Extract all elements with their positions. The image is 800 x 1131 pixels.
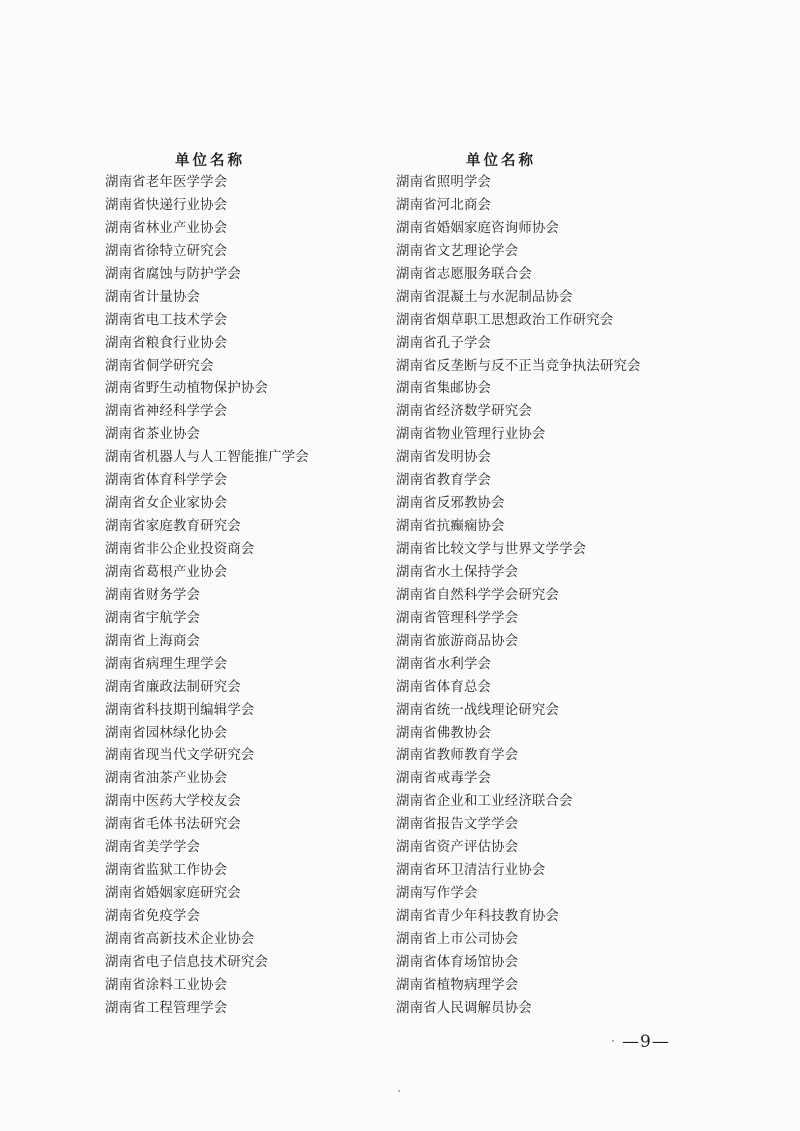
list-item: 湖南中医药大学校友会 bbox=[105, 794, 241, 810]
list-item: 湖南省毛体书法研究会 bbox=[105, 817, 241, 833]
list-item: 湖南省宇航学会 bbox=[105, 610, 201, 626]
left-column bbox=[105, 150, 375, 1021]
list-item: 湖南省反垄断与反不正当竞争执法研究会 bbox=[396, 358, 641, 374]
list-item: 湖南省统一战线理论研究会 bbox=[396, 702, 560, 718]
list-item: 湖南省植物病理学会 bbox=[396, 977, 519, 993]
list-item: 湖南省非公企业投资商会 bbox=[105, 542, 255, 557]
list-item: 湖南省孔子学会 bbox=[396, 335, 492, 351]
list-item: 湖南省佛教协会 bbox=[396, 725, 492, 741]
list-item: 湖南省婚姻家庭研究会 bbox=[105, 886, 241, 902]
list-item: 湖南省神经科学学会 bbox=[105, 404, 228, 420]
page-number: —9— bbox=[622, 1032, 670, 1052]
list-item: 湖南省现当代文学研究会 bbox=[105, 748, 255, 764]
list-item: 湖南省青少年科技教育协会 bbox=[396, 909, 560, 924]
list-item: 湖南省河北商会 bbox=[396, 197, 492, 213]
list-item: 湖南省腐蚀与防护学会 bbox=[105, 266, 241, 282]
list-item: 湖南省戒毒学会 bbox=[396, 771, 492, 787]
list-item: 湖南省水土保持学会 bbox=[396, 564, 519, 580]
list-item: 湖南省上市公司协会 bbox=[396, 931, 519, 947]
list-item: 湖南省老年医学学会 bbox=[105, 175, 228, 190]
list-item: 湖南省资产评估协会 bbox=[396, 840, 519, 856]
list-item: 湖南省教师教育学会 bbox=[396, 748, 519, 764]
list-item: 湖南省侗学研究会 bbox=[105, 358, 214, 374]
list-item: 湖南省上海商会 bbox=[105, 633, 201, 649]
list-item: 湖南省经济数学研究会 bbox=[396, 404, 532, 420]
list-item: 湖南省照明学会 bbox=[396, 175, 492, 190]
list-item: 湖南省企业和工业经济联合会 bbox=[396, 794, 573, 810]
list-item: 湖南省园林绿化协会 bbox=[105, 725, 228, 741]
list-item: 湖南省教育学会 bbox=[396, 473, 492, 489]
list-item: 湖南省体育总会 bbox=[396, 679, 492, 695]
list-item: 湖南省水利学会 bbox=[396, 656, 492, 672]
scan-speck bbox=[612, 1040, 614, 1042]
list-item: 湖南省报告文学学会 bbox=[396, 817, 519, 833]
list-item: 湖南省高新技术企业协会 bbox=[105, 931, 255, 947]
list-item: 湖南省快递行业协会 bbox=[105, 197, 228, 213]
list-item: 湖南省抗癫痫协会 bbox=[396, 519, 505, 535]
list-item: 湖南省葛根产业协会 bbox=[105, 564, 228, 580]
list-item: 湖南省科技期刊编辑学会 bbox=[105, 702, 255, 718]
list-item: 湖南省体育科学学会 bbox=[105, 473, 228, 489]
list-item: 湖南省病理生理学会 bbox=[105, 656, 228, 672]
list-item: 湖南省婚姻家庭咨询师协会 bbox=[396, 220, 560, 236]
list-item: 湖南省比较文学与世界文学学会 bbox=[396, 542, 587, 557]
list-item: 湖南写作学会 bbox=[396, 886, 478, 902]
list-item: 湖南省免疫学会 bbox=[105, 909, 201, 924]
list-item: 湖南省旅游商品协会 bbox=[396, 633, 519, 649]
list-item: 湖南省人民调解员协会 bbox=[396, 1000, 532, 1016]
list-item: 湖南省美学学会 bbox=[105, 840, 201, 856]
list-item: 湖南省廉政法制研究会 bbox=[105, 679, 241, 695]
list-item: 湖南省粮食行业协会 bbox=[105, 335, 228, 351]
right-column-header: 单位名称 bbox=[466, 152, 536, 169]
list-item: 湖南省监狱工作协会 bbox=[105, 863, 228, 879]
list-item: 湖南省财务学会 bbox=[105, 587, 201, 603]
list-item: 湖南省体育场馆协会 bbox=[396, 954, 519, 970]
list-item: 湖南省集邮协会 bbox=[396, 381, 492, 397]
right-column bbox=[396, 150, 726, 1021]
list-item: 湖南省野生动植物保护协会 bbox=[105, 381, 269, 397]
list-item: 湖南省油茶产业协会 bbox=[105, 771, 228, 787]
list-item: 湖南省混凝土与水泥制品协会 bbox=[396, 289, 573, 305]
list-item: 湖南省徐特立研究会 bbox=[105, 243, 228, 259]
list-item: 湖南省发明协会 bbox=[396, 450, 492, 466]
list-item: 湖南省家庭教育研究会 bbox=[105, 519, 241, 535]
list-item: 湖南省工程管理学会 bbox=[105, 1000, 228, 1016]
list-item: 湖南省林业产业协会 bbox=[105, 220, 228, 236]
list-item: 湖南省反邪教协会 bbox=[396, 496, 505, 512]
list-item: 湖南省物业管理行业协会 bbox=[396, 427, 546, 443]
list-item: 湖南省烟草职工思想政治工作研究会 bbox=[396, 312, 614, 328]
list-item: 湖南省管理科学学会 bbox=[396, 610, 519, 626]
left-organization-list bbox=[105, 172, 375, 1021]
list-item: 湖南省文艺理论学会 bbox=[396, 243, 519, 259]
list-item: 湖南省茶业协会 bbox=[105, 427, 201, 443]
left-column-header: 单位名称 bbox=[175, 152, 245, 169]
list-item: 湖南省电工技术学会 bbox=[105, 312, 228, 328]
list-item: 湖南省女企业家协会 bbox=[105, 496, 228, 512]
list-item: 湖南省自然科学学会研究会 bbox=[396, 587, 560, 603]
scan-speck bbox=[398, 1090, 400, 1092]
list-item: 湖南省计量协会 bbox=[105, 289, 201, 305]
list-item: 湖南省志愿服务联合会 bbox=[396, 266, 532, 282]
list-item: 湖南省涂料工业协会 bbox=[105, 977, 228, 993]
list-item: 湖南省环卫清洁行业协会 bbox=[396, 863, 546, 879]
list-item: 湖南省机器人与人工智能推广学会 bbox=[105, 450, 309, 466]
list-item: 湖南省电子信息技术研究会 bbox=[105, 954, 269, 970]
right-organization-list bbox=[396, 172, 726, 1021]
